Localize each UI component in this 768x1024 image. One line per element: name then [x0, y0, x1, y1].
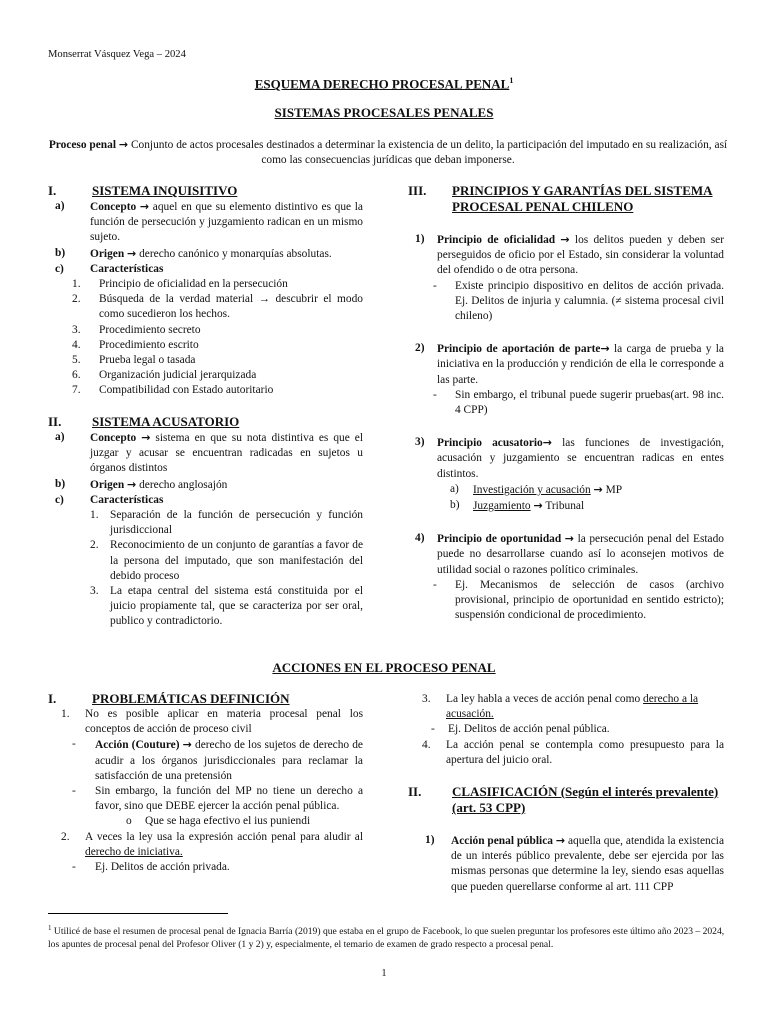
arrow-icon: → [560, 233, 570, 246]
list-item [415, 435, 724, 482]
section-problematicas [48, 691, 363, 875]
list-item [415, 232, 724, 279]
item-term: Origen [90, 247, 125, 260]
list-item [61, 830, 363, 860]
section-heading-text: CLASIFICACIÓN (Según el interés prevalente) (art. 53 CPP) [452, 784, 719, 816]
arrow-icon: → [593, 482, 603, 496]
arrow-icon: → [600, 342, 610, 356]
list-item [415, 531, 724, 578]
list-item [55, 246, 363, 262]
page-number: 1 [381, 968, 387, 979]
arrow-icon: → [542, 436, 552, 450]
footnote-divider [48, 913, 228, 914]
item-text: aquel en que su elemento distintivo es que la función de persecución y juzgamiento radican en un mismo sujeto. [90, 201, 363, 244]
item-text: Tribunal [545, 500, 585, 513]
numbered-list [90, 508, 363, 630]
arrow-icon: → [118, 138, 129, 151]
arrow-icon: → [182, 738, 192, 752]
list-item [72, 860, 363, 875]
section-heading-text: SISTEMA ACUSATORIO [92, 414, 240, 429]
list-marker: 2) [415, 342, 425, 355]
list-item [72, 353, 363, 368]
list-item [55, 477, 363, 493]
list-item [72, 292, 363, 322]
arrow-icon: → [555, 834, 566, 848]
section-heading-acusatorio [48, 414, 363, 430]
item-text: Sin embargo, el tribunal puede sugerir pruebas(art. 98 inc. 4 CPP) [455, 388, 724, 417]
item-text: la persecución penal del Estado puede no desarrollarse cuando así lo aconsejen motivos de utilidad social o razones político criminales. [437, 533, 724, 576]
item-term: Principio de oficialidad [437, 234, 556, 246]
list-item [72, 338, 363, 353]
item-text: la carga de prueba y la iniciativa en la producción y rendición de ella le corresponde a las parte. [437, 343, 724, 386]
section-number: II. [48, 414, 62, 429]
list-item [72, 784, 363, 814]
section-number: III. [408, 183, 427, 198]
list-marker: 1. [72, 278, 81, 291]
section-number: I. [48, 183, 57, 198]
intro-text: Conjunto de actos procesales destinados a determinar la existencia de un delito, la participación del imputado en su realización, así como las consecuencias jurídicas que deban imponerse. [130, 139, 728, 167]
list-marker: a) [55, 431, 65, 443]
list-item [415, 341, 724, 388]
list-marker: - [72, 861, 76, 874]
item-term: derecho de iniciativa. [85, 845, 183, 858]
list-marker: 1. [90, 509, 99, 522]
item-text: derecho de los sujetos de derecho de acudir a los órganos jurisdiccionales para reclamar la satisfacción de una pretensión [95, 739, 363, 782]
section-heading-principios [408, 183, 724, 215]
list-item [126, 814, 363, 829]
item-term: Características [90, 493, 164, 506]
list-marker: 5. [72, 354, 81, 367]
list-item [61, 707, 363, 737]
list-item [72, 383, 363, 398]
footnote-marker: 1 [48, 924, 52, 932]
list-marker: 2. [90, 539, 99, 552]
section-inquisitivo [48, 183, 363, 399]
section-heading-problematicas [48, 691, 363, 707]
item-text: los delitos pueden y deben ser perseguidos de oficio por el Estado, sin considerar la voluntad del ofendido o de otra persona. [437, 234, 724, 277]
list-item [425, 833, 724, 895]
list-marker: 6. [72, 369, 81, 382]
item-term: Características [90, 262, 164, 275]
list-item [90, 538, 363, 584]
item-text: Prueba legal o tasada [99, 354, 196, 367]
item-term: Concepto [90, 201, 137, 213]
item-term: Investigación y acusación [473, 483, 591, 496]
item-text: La acción penal se contempla como presupuesto para la apertura del juicio oral. [446, 738, 724, 766]
author-line: Monserrat Vásquez Vega – 2024 [48, 49, 186, 60]
list-marker: 3) [415, 436, 425, 449]
list-marker: b) [55, 246, 66, 259]
list-marker: 4. [72, 338, 81, 351]
intro-term: Proceso penal [48, 139, 116, 151]
item-text: Sin embargo, la función del MP no tiene un derecho a favor, sino que DEBE ejercer la acción penal pública. [95, 785, 363, 813]
list-item [55, 262, 363, 277]
list-marker: c) [55, 262, 64, 275]
list-marker: b) [55, 477, 66, 490]
list-marker: 2. [72, 293, 81, 306]
item-text: MP [605, 483, 623, 496]
item-term: Acción (Couture) [95, 739, 180, 752]
document-title-text: ESQUEMA DERECHO PROCESAL PENAL [254, 76, 510, 92]
list-item [422, 738, 724, 768]
numbered-list [72, 277, 363, 399]
list-marker: 7. [72, 384, 81, 397]
list-item [55, 430, 363, 477]
item-text: Ej. Delitos de acción privada. [95, 861, 230, 874]
list-marker: 1) [415, 233, 425, 245]
list-item [433, 279, 724, 325]
list-marker: o [126, 815, 132, 828]
arrow-icon: → [533, 499, 543, 513]
section-heading-text: SISTEMA INQUISITIVO [92, 183, 238, 198]
section-acusatorio [48, 414, 363, 630]
list-item [72, 323, 363, 338]
list-item [72, 277, 363, 292]
list-item [55, 493, 363, 508]
item-term: Principio de aportación de parte [437, 343, 601, 356]
item-text: Separación de la función de persecución y función jurisdiccional [110, 509, 363, 537]
item-text: las funciones de investigación, acusación y juzgamiento se encuentran radicas en entes distintos. [437, 437, 724, 480]
list-item [433, 578, 724, 624]
list-marker: - [433, 388, 437, 401]
item-text: Compatibilidad con Estado autoritario [99, 384, 274, 397]
list-marker: 3. [422, 693, 431, 705]
list-item [90, 508, 363, 538]
item-term: derecho a la acusación. [446, 693, 699, 721]
list-marker: - [72, 785, 76, 798]
item-text: Principio de oficialidad en la persecución [99, 278, 288, 291]
section-heading-clasificacion [408, 784, 724, 816]
section-number: II. [408, 784, 422, 800]
list-item [72, 737, 363, 784]
section-number: I. [48, 691, 57, 706]
list-item [431, 722, 724, 737]
section-problematicas-continued [408, 692, 724, 895]
item-text: A veces la ley usa la expresión acción penal para aludir al [85, 830, 363, 843]
section-title-sistemas [0, 105, 768, 120]
list-item [422, 692, 724, 722]
list-marker: b) [450, 499, 460, 512]
item-text: Ej. Delitos de acción penal pública. [448, 723, 610, 736]
item-term: Juzgamiento [473, 500, 531, 513]
list-marker: 1) [425, 834, 435, 847]
title-footnote-marker: 1 [509, 76, 514, 85]
list-item [433, 388, 724, 418]
list-marker: 4. [422, 738, 431, 751]
item-text: Procedimiento escrito [99, 338, 199, 351]
item-term: Acción penal pública [451, 835, 553, 848]
item-text: Organización judicial jerarquizada [99, 369, 257, 382]
item-term: Principio de oportunidad [437, 533, 562, 546]
section-heading-inquisitivo [48, 183, 363, 199]
list-marker: a) [55, 200, 65, 212]
item-text: derecho anglosajón [139, 478, 228, 491]
item-term: Principio acusatorio [437, 437, 543, 450]
arrow-icon: → [141, 431, 151, 444]
list-marker: 1. [61, 708, 70, 720]
list-item [450, 498, 724, 514]
item-text: derecho canónico y monarquías absolutas. [139, 247, 332, 260]
item-term: Concepto [90, 432, 137, 444]
intro-paragraph [48, 137, 728, 168]
item-text: Procedimiento secreto [99, 323, 201, 336]
item-text: La ley habla a veces de acción penal como [446, 693, 641, 705]
list-marker: - [431, 723, 435, 736]
list-item [450, 482, 724, 498]
arrow-icon: → [127, 246, 137, 260]
item-text: Que se haga efectivo el ius puniendi [145, 815, 311, 828]
section-principios [408, 183, 724, 623]
footnote-text: Utilicé de base el resumen de procesal penal de Ignacia Barría (2019) que estaba en el grupo de Facebook, lo que suelen preguntar los profesores este último año 2023 – 2024, los apuntes de procesal penal del Profesor Oliver (1 y 2) y, especialmente, el temario de examen de grado respecto a procesal penal. [48, 926, 725, 951]
document-title [0, 73, 768, 92]
item-text: Ej. Mecanismos de selección de casos (archivo provisional, principio de oportunidad en sentido estricto); suspensión condicional de procedimiento. [455, 578, 724, 622]
footnote [48, 922, 728, 951]
section-title-sistemas-text: SISTEMAS PROCESALES PENALES [274, 105, 494, 120]
arrow-icon: → [564, 532, 574, 546]
list-item [55, 199, 363, 246]
list-marker: 3. [72, 323, 81, 336]
item-term: Origen [90, 478, 125, 491]
list-marker: 4) [415, 532, 425, 545]
list-marker: a) [450, 482, 459, 495]
section-heading-text: PROBLEMÁTICAS DEFINICIÓN [92, 691, 290, 706]
list-item [90, 584, 363, 630]
list-marker: - [433, 279, 437, 292]
section-title-acciones-text: ACCIONES EN EL PROCESO PENAL [272, 660, 496, 675]
item-text: sistema en que su nota distintiva es que el juzgar y acusar se encuentran radicadas en sujetos u órganos distintos [90, 432, 363, 475]
list-marker: - [433, 578, 437, 591]
list-marker: c) [55, 493, 64, 506]
item-text: aquella que, atendida la existencia de un interés público prevalente, debe ser ejercida por las mismas personas que determine la ley, siendo esas aquellas que pueden querellarse conforme al art. 111 CPP [451, 835, 725, 893]
list-marker: - [72, 738, 76, 751]
item-text: Reconocimiento de un conjunto de garantías a favor de la persona del imputado, que son manifestación del debido proceso [110, 539, 363, 582]
item-text: Búsqueda de la verdad material → descubrir el modo como sucedieron los hechos. [99, 293, 363, 321]
section-title-acciones [0, 660, 768, 675]
item-text: Existe principio dispositivo en delitos de acción privada. Ej. Delitos de injuria y calumnia. (≠ sistema procesal civil chileno) [455, 279, 724, 323]
section-heading-text: PRINCIPIOS Y GARANTÍAS DEL SISTEMA PROCESAL PENAL CHILENO [452, 183, 713, 214]
item-text: La etapa central del sistema está constituida por el juicio propiamente tal, que se caracteriza por ser oral, publico y contradictorio. [110, 585, 363, 628]
arrow-icon: → [127, 477, 137, 491]
list-marker: 2. [61, 830, 70, 843]
list-marker: 3. [90, 585, 99, 598]
arrow-icon: → [139, 200, 150, 213]
item-text: No es posible aplicar en materia procesal penal los conceptos de acción de proceso civil [85, 708, 363, 736]
list-item [72, 368, 363, 383]
